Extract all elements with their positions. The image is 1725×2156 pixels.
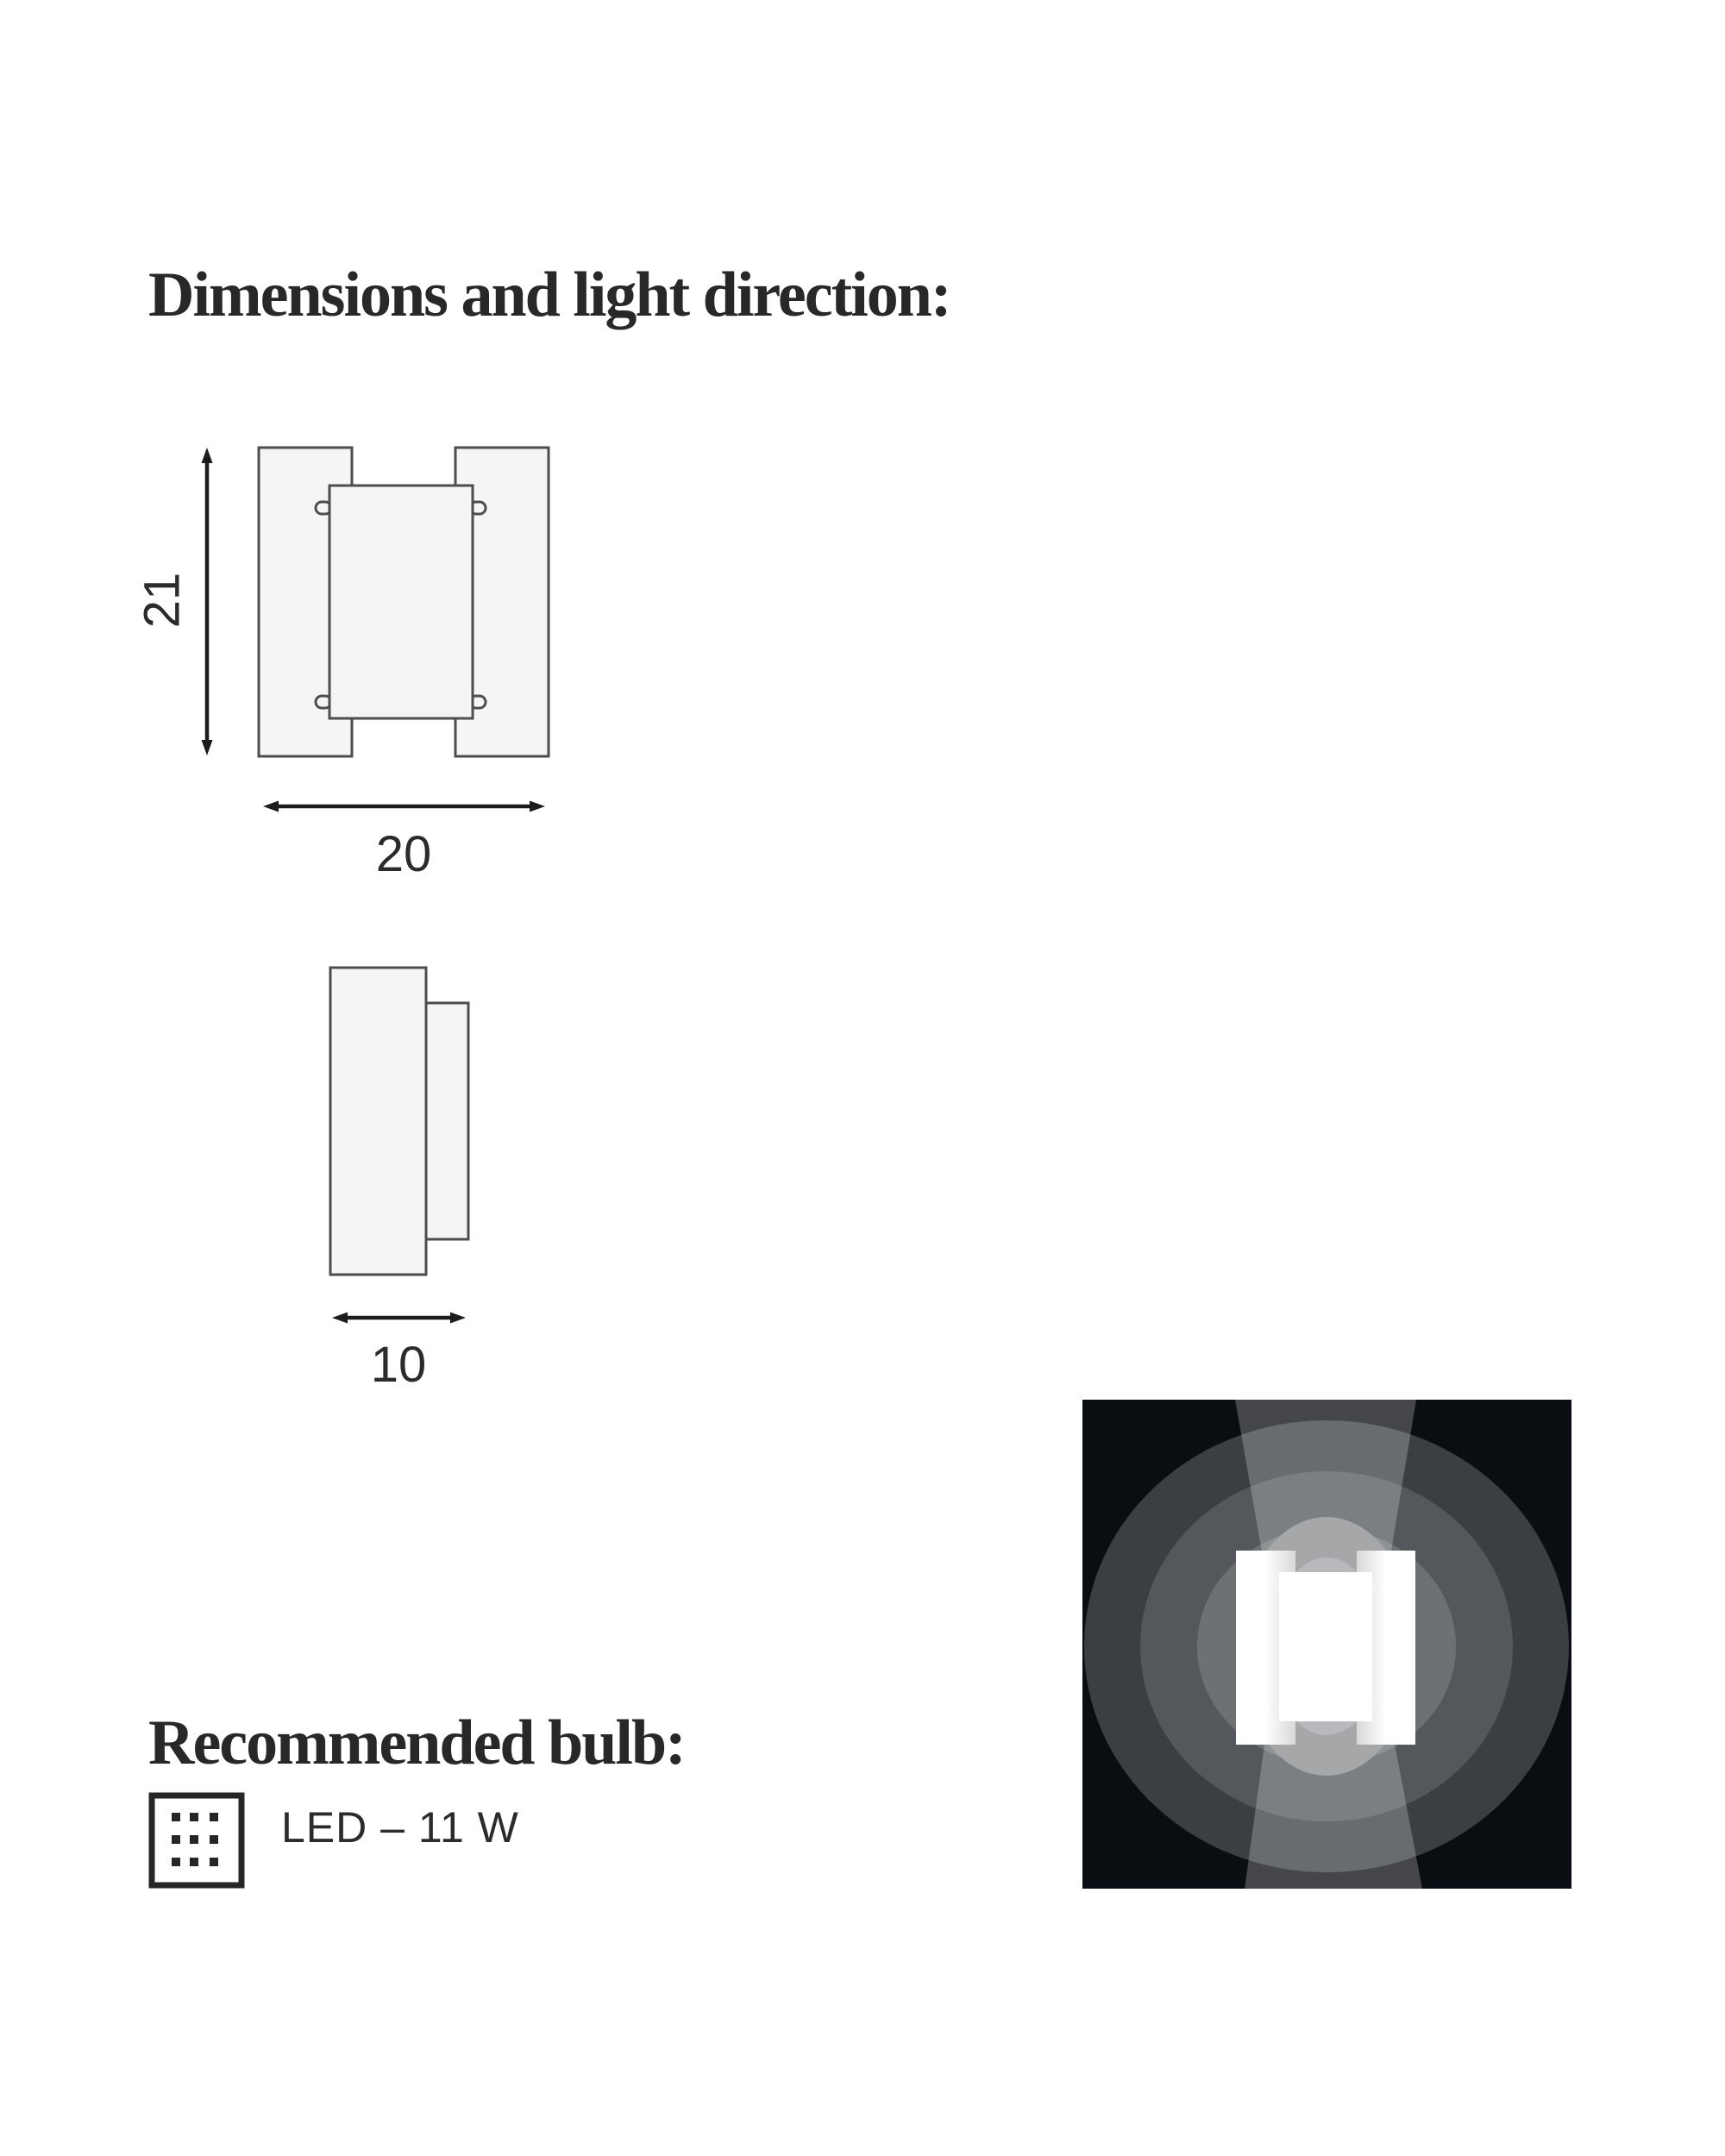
side-view-drawing (285, 949, 569, 1397)
arrow-right-icon (450, 1313, 466, 1324)
depth-dimension-label: 10 (370, 1337, 427, 1393)
height-dimension-label: 21 (134, 572, 191, 629)
arrow-left-icon (263, 801, 279, 812)
light-direction-panel (1082, 1400, 1571, 1889)
arrow-down-icon (202, 740, 213, 755)
front-view-centre-plate (329, 486, 473, 718)
led-icon-dots (172, 1813, 218, 1866)
width-dimension-label: 20 (375, 826, 432, 882)
side-view-front-plate (330, 968, 426, 1275)
arrow-right-icon (530, 801, 545, 812)
arrow-up-icon (202, 448, 213, 463)
recommended-bulb-heading: Recommended bulb: (148, 1708, 685, 1779)
led-grid-icon (148, 1792, 245, 1889)
dimensions-heading: Dimensions and light direction: (148, 259, 950, 330)
side-view-back-plate (424, 1003, 468, 1239)
front-view-drawing (78, 427, 586, 897)
lamp-centre-plate (1279, 1572, 1372, 1721)
arrow-left-icon (332, 1313, 348, 1324)
bulb-spec-label: LED – 11 W (281, 1803, 519, 1852)
